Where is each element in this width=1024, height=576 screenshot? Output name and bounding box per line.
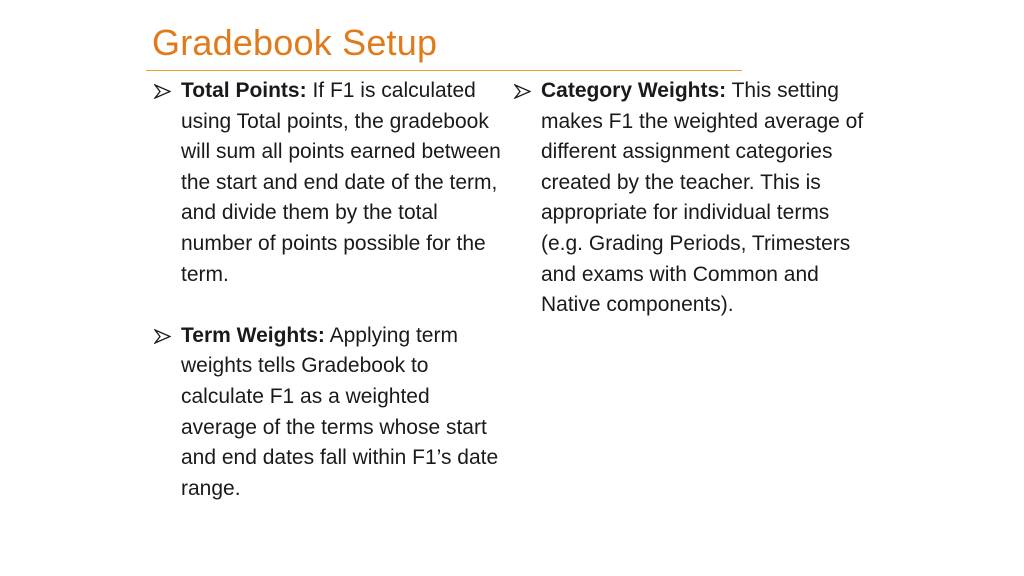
bullet-text: Applying term weights tells Gradebook to calculate F1 as a weighted average of the terms whose start and end dates fall within F1’s date range.: [181, 323, 499, 500]
arrowhead-bullet-icon: [154, 84, 171, 99]
arrowhead-bullet-icon: [154, 329, 171, 344]
title-underline: [146, 70, 742, 71]
bullet-label: Category Weights:: [541, 79, 727, 102]
bullet-total-points: [154, 76, 510, 290]
left-column: [154, 76, 510, 504]
bullet-label: Total Points:: [181, 79, 307, 102]
arrowhead-bullet-icon: [514, 84, 531, 99]
bullet-text: This setting makes F1 the weighted average of different assignment categories created by the teacher. This is appropriate for individual terms (e.g. Grading Periods, Trimesters and exams with Common and Native components).: [541, 79, 864, 317]
bullet-label: Term Weights:: [181, 323, 325, 347]
bullet-term-weights: [154, 321, 510, 505]
bullet-category-weights: [514, 76, 870, 321]
slide-title: Gradebook Setup: [152, 22, 438, 63]
right-column: [514, 76, 870, 321]
bullet-text: If F1 is calculated using Total points, the gradebook will sum all points earned between the start and end date of the term, and divide them by the total number of points possible for the term.: [181, 79, 501, 286]
